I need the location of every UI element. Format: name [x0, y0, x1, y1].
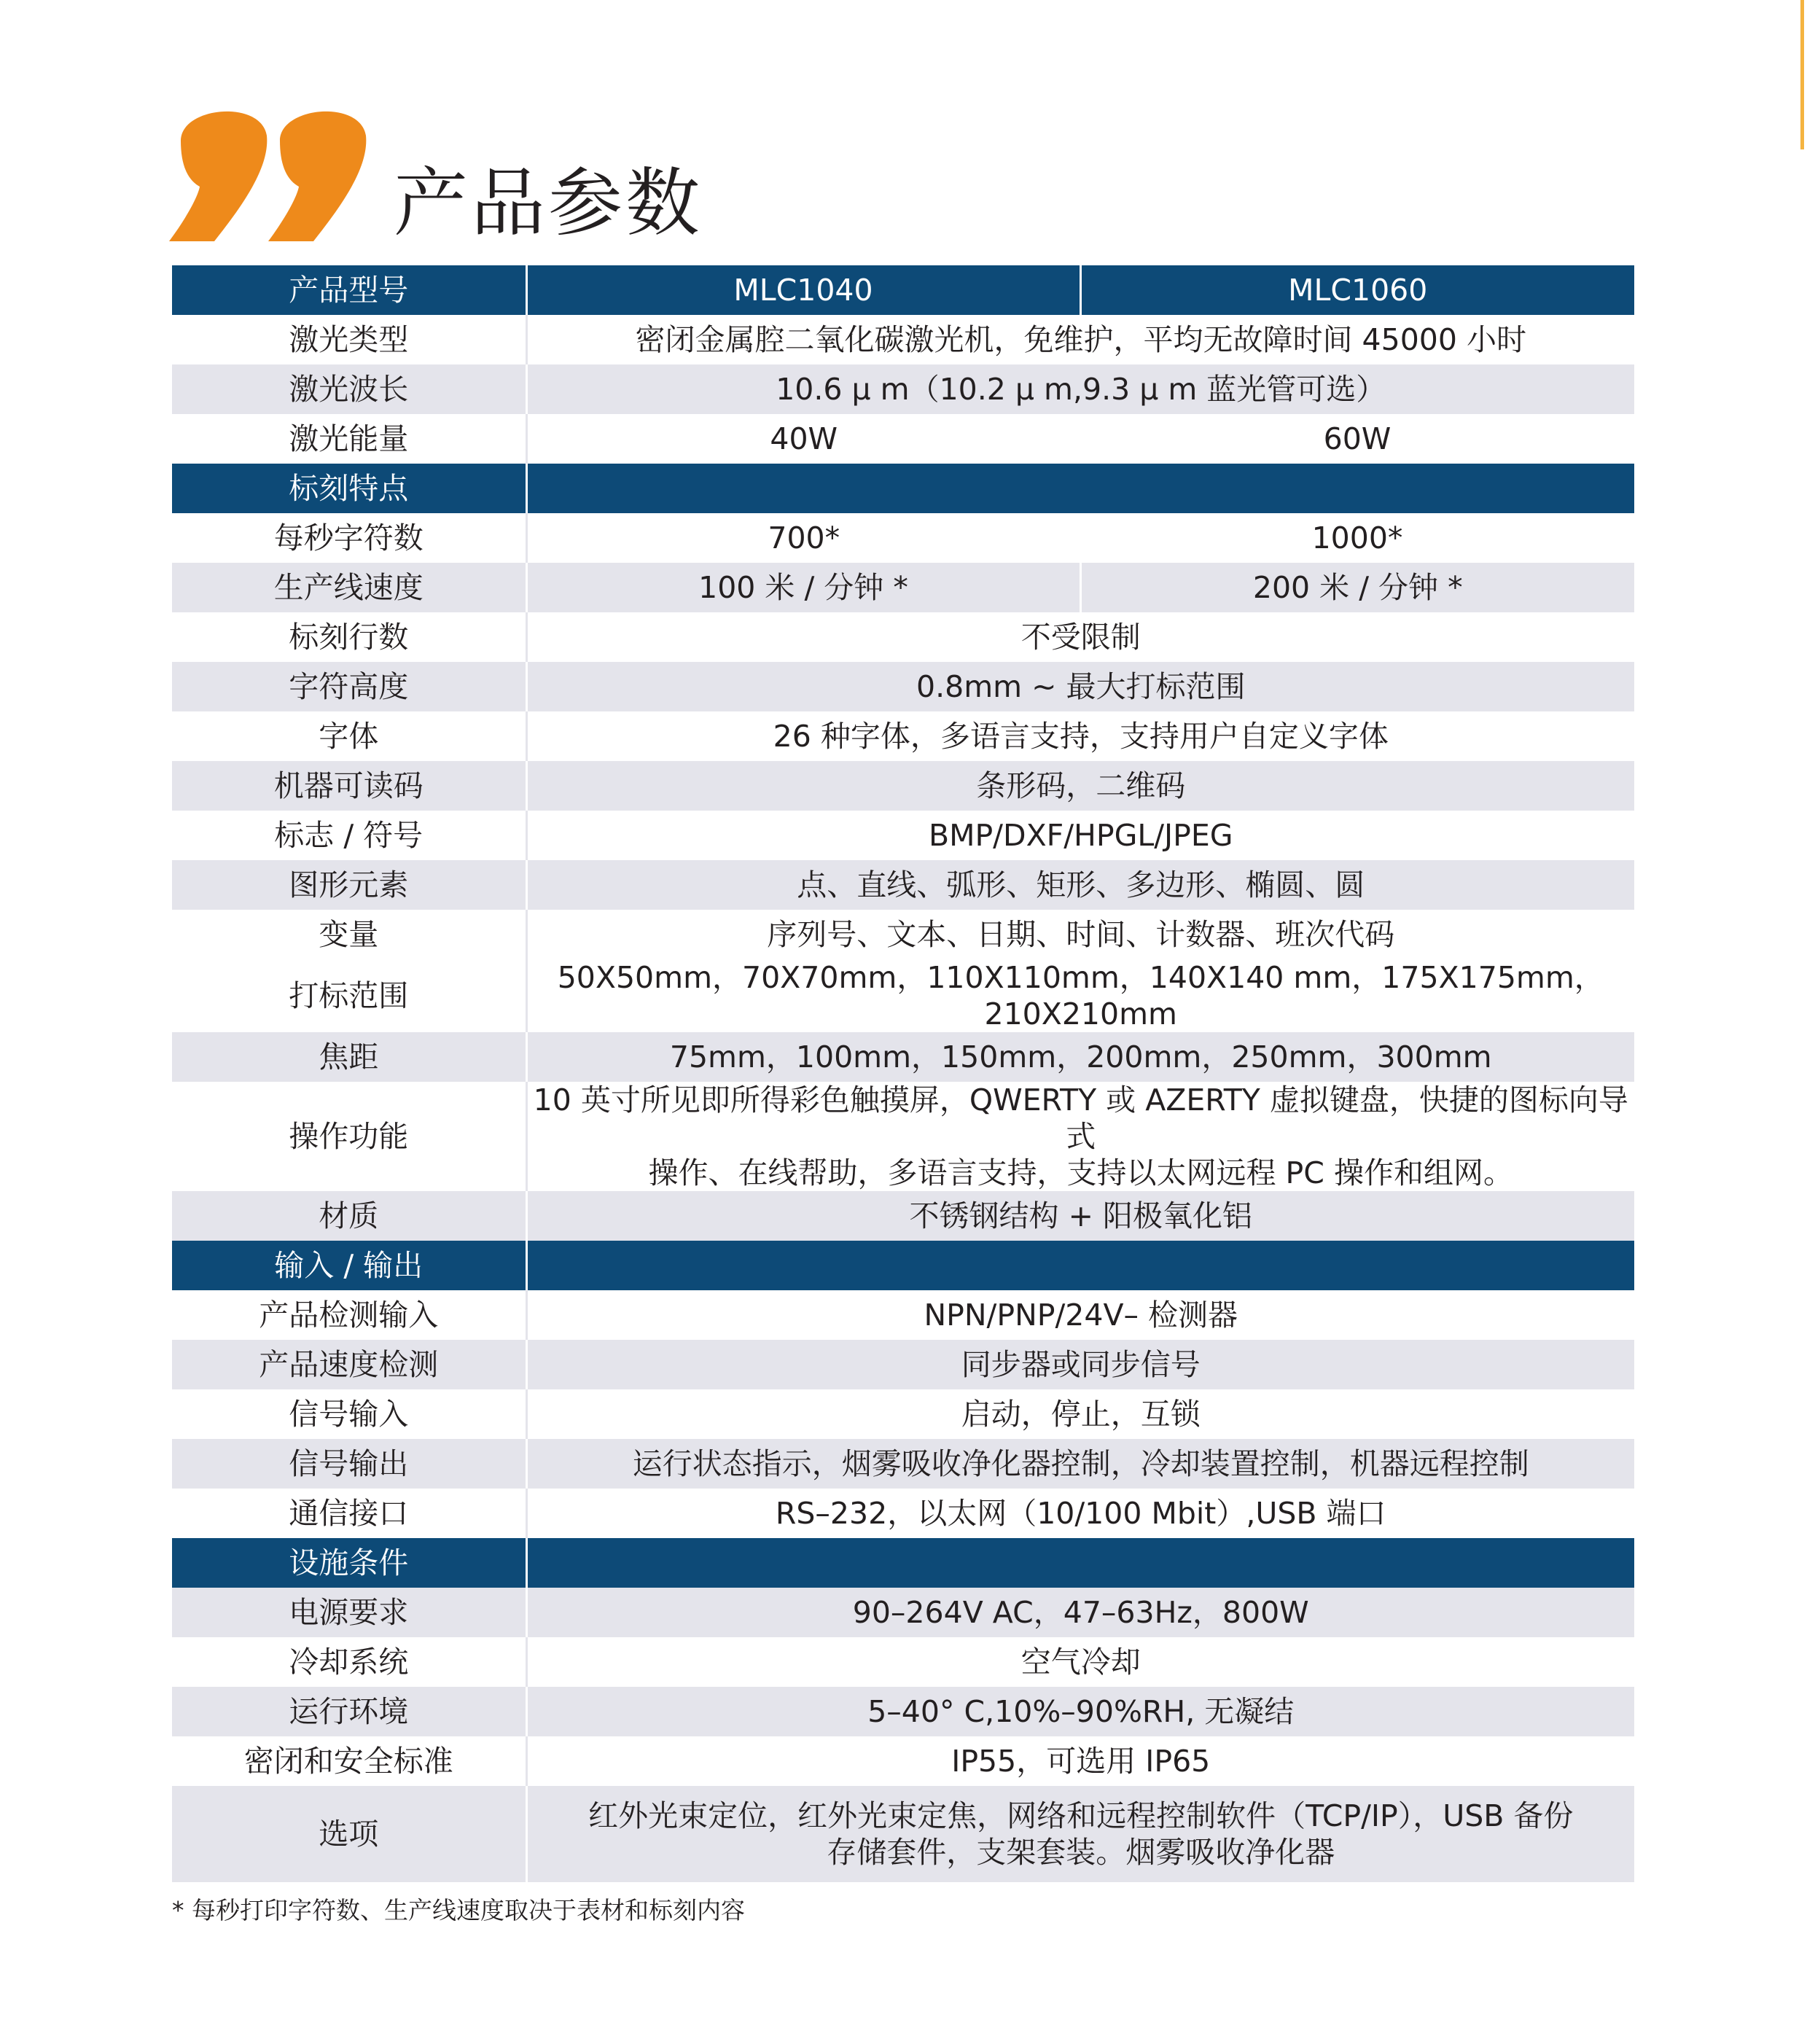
table-row [172, 1290, 1634, 1340]
row-value: 同步器或同步信号 [526, 1340, 1634, 1389]
quote-mark-icon [166, 93, 378, 246]
row-value [526, 1786, 1634, 1882]
row-value: 空气冷却 [526, 1637, 1634, 1687]
row-value: BMP/DXF/HPGL/JPEG [526, 811, 1634, 860]
row-label: 每秒字符数 [172, 513, 526, 563]
table-row [172, 860, 1634, 910]
section-label: 设施条件 [172, 1538, 526, 1588]
row-label: 冷却系统 [172, 1637, 526, 1687]
row-label: 机器可读码 [172, 761, 526, 811]
row-label: 信号输出 [172, 1439, 526, 1489]
row-value: 运行状态指示，烟雾吸收净化器控制，冷却装置控制，机器远程控制 [526, 1439, 1634, 1489]
row-value: 0.8mm ~ 最大打标范围 [526, 662, 1634, 711]
table-row [172, 1389, 1634, 1439]
row-value-line: 存储套件，支架套装。烟雾吸收净化器 [827, 1835, 1335, 1870]
row-value-1060: 60W [1080, 414, 1634, 464]
table-row [172, 1588, 1634, 1637]
table-row [172, 1082, 1634, 1191]
table-row [172, 910, 1634, 959]
table-row [172, 364, 1634, 414]
row-value-line: 红外光束定位，红外光束定焦，网络和远程控制软件（TCP/IP），USB 备份 [588, 1798, 1574, 1833]
table-row [172, 1489, 1634, 1538]
table-row [172, 315, 1634, 364]
row-value: 75mm，100mm，150mm，200mm，250mm，300mm [526, 1032, 1634, 1082]
row-value: 5–40° C,10%–90%RH, 无凝结 [526, 1687, 1634, 1736]
table-row [172, 811, 1634, 860]
row-label: 字体 [172, 711, 526, 761]
row-value [526, 1082, 1634, 1191]
table-row [172, 414, 1634, 464]
model-1060: MLC1060 [1080, 265, 1634, 315]
page-title: 产品参数 [394, 160, 703, 247]
row-label: 材质 [172, 1191, 526, 1241]
table-row [172, 711, 1634, 761]
row-label: 产品速度检测 [172, 1340, 526, 1389]
row-label: 运行环境 [172, 1687, 526, 1736]
table-row [172, 1637, 1634, 1687]
spec-table [172, 265, 1634, 1882]
row-value-line: 操作、在线帮助，多语言支持，支持以太网远程 PC 操作和组网。 [648, 1155, 1513, 1190]
footnote: * 每秒打印字符数、生产线速度取决于表材和标刻内容 [172, 1896, 745, 1924]
section-header-facility [172, 1538, 1634, 1588]
section-label: 输入 / 输出 [172, 1241, 526, 1290]
row-value: 90–264V AC，47–63Hz，800W [526, 1588, 1634, 1637]
row-label: 密闭和安全标准 [172, 1736, 526, 1786]
row-value: 序列号、文本、日期、时间、计数器、班次代码 [526, 910, 1634, 959]
row-label: 焦距 [172, 1032, 526, 1082]
table-row [172, 662, 1634, 711]
table-row [172, 563, 1634, 612]
row-label: 操作功能 [172, 1082, 526, 1191]
row-label: 图形元素 [172, 860, 526, 910]
table-row [172, 1736, 1634, 1786]
row-label: 激光能量 [172, 414, 526, 464]
section-header-io [172, 1241, 1634, 1290]
table-row [172, 612, 1634, 662]
row-label: 产品型号 [172, 265, 526, 315]
row-value-1040: 700* [526, 513, 1080, 563]
row-value: RS–232，以太网（10/100 Mbit）,USB 端口 [526, 1489, 1634, 1538]
row-value: 50X50mm，70X70mm，110X110mm，140X140 mm，175X175mm，210X210mm [526, 959, 1634, 1032]
row-value: NPN/PNP/24V– 检测器 [526, 1290, 1634, 1340]
table-row [172, 1191, 1634, 1241]
section-header-marking [172, 464, 1634, 513]
row-value-1040: 40W [526, 414, 1080, 464]
row-value: 点、直线、弧形、矩形、多边形、椭圆、圆 [526, 860, 1634, 910]
row-value-1060: 200 米 / 分钟 * [1080, 563, 1634, 612]
row-value: 不锈钢结构 + 阳极氧化铝 [526, 1191, 1634, 1241]
row-label: 产品检测输入 [172, 1290, 526, 1340]
section-label: 标刻特点 [172, 464, 526, 513]
row-value: 条形码，二维码 [526, 761, 1634, 811]
table-row [172, 959, 1634, 1032]
row-label: 标志 / 符号 [172, 811, 526, 860]
table-row [172, 1340, 1634, 1389]
row-label: 通信接口 [172, 1489, 526, 1538]
row-value-line: 10 英寸所见即所得彩色触摸屏，QWERTY 或 AZERTY 虚拟键盘，快捷的图标向导式 [533, 1083, 1628, 1154]
row-label: 选项 [172, 1786, 526, 1882]
row-label: 字符高度 [172, 662, 526, 711]
edge-accent-line [1800, 0, 1804, 149]
row-label: 变量 [172, 910, 526, 959]
row-label: 信号输入 [172, 1389, 526, 1439]
table-row [172, 1687, 1634, 1736]
table-row [172, 513, 1634, 563]
table-row [172, 1786, 1634, 1882]
table-row [172, 761, 1634, 811]
row-value: 26 种字体，多语言支持，支持用户自定义字体 [526, 711, 1634, 761]
row-value: 不受限制 [526, 612, 1634, 662]
row-value: 启动，停止，互锁 [526, 1389, 1634, 1439]
row-value: 10.6 μ m（10.2 μ m,9.3 μ m 蓝光管可选） [526, 364, 1634, 414]
row-value-1040: 100 米 / 分钟 * [526, 563, 1080, 612]
row-label: 电源要求 [172, 1588, 526, 1637]
table-row [172, 1032, 1634, 1082]
row-label: 激光波长 [172, 364, 526, 414]
row-label: 生产线速度 [172, 563, 526, 612]
row-value-1060: 1000* [1080, 513, 1634, 563]
table-header-row [172, 265, 1634, 315]
row-value: 密闭金属腔二氧化碳激光机，免维护，平均无故障时间 45000 小时 [526, 315, 1634, 364]
row-value: IP55，可选用 IP65 [526, 1736, 1634, 1786]
model-1040: MLC1040 [526, 265, 1080, 315]
row-label: 标刻行数 [172, 612, 526, 662]
row-label: 打标范围 [172, 959, 526, 1032]
row-label: 激光类型 [172, 315, 526, 364]
table-row [172, 1439, 1634, 1489]
